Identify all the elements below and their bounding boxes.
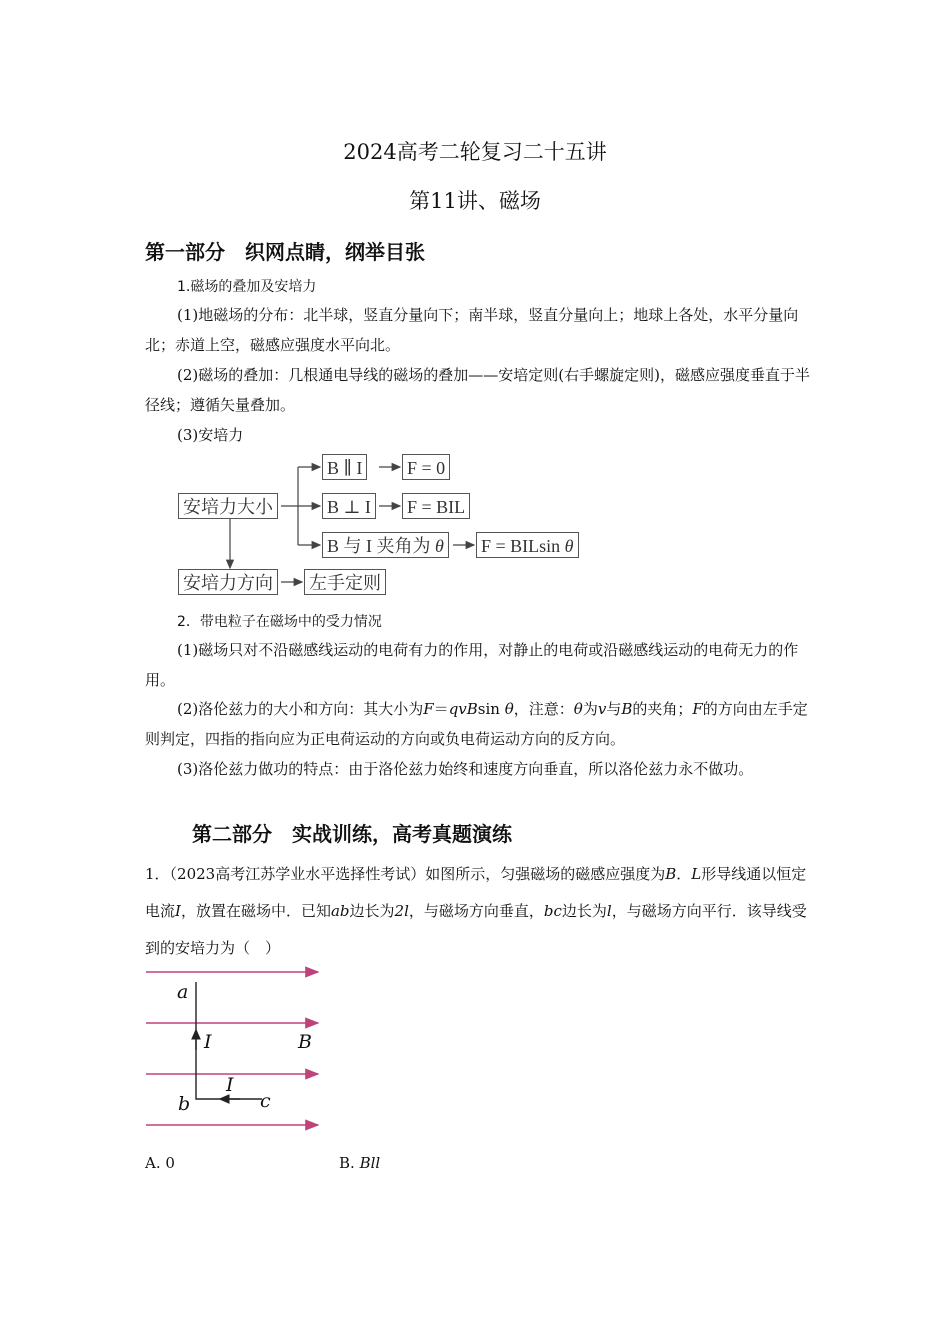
part2-heading: 第二部分 实战训练，高考真题演练: [192, 822, 512, 846]
label-a: a: [177, 981, 189, 1003]
paragraph-lorentz-work: (3)洛伦兹力做功的特点：由于洛伦兹力始终和速度方向垂直，所以洛伦兹力永不做功。: [177, 760, 754, 778]
section2-title: 2．带电粒子在磁场中的受力情况: [177, 614, 382, 630]
paragraph-ampere-force: (3)安培力: [177, 426, 244, 444]
box-result-bil: F = BIL: [402, 493, 470, 519]
section1-title: 1.磁场的叠加及安培力: [177, 279, 317, 295]
diagram-connectors: [0, 0, 950, 620]
box-parallel-condition: B ∥ I: [322, 454, 367, 480]
box-result-zero: F = 0: [402, 454, 450, 480]
label-current-bc: I: [226, 1074, 234, 1096]
paragraph-geomagnetic: (1)地磁场的分布：北半球，竖直分量向下；南半球，竖直分量向上；地球上各处，水平分量向北；赤道上空，磁感应强度水平向北。: [145, 306, 799, 354]
box-force-magnitude: 安培力大小: [178, 493, 278, 519]
paragraph-lorentz-magnitude: (2)洛伦兹力的大小和方向：其大小为F＝qvBsin θ，注意：θ为v与B的夹角；F的方向由左手定则判定，四指的指向应为正电荷运动的方向或负电荷运动方向的反方向。: [145, 700, 808, 748]
paragraph-superposition: (2)磁场的叠加：几根通电导线的磁场的叠加——安培定则(右手螺旋定则)，磁感应强度垂直于半径线；遵循矢量叠加。: [145, 366, 810, 414]
box-perpendicular-condition: B ⊥ I: [322, 493, 376, 519]
option-b: B. Bll: [339, 1154, 381, 1172]
label-c: c: [260, 1090, 271, 1112]
label-b: b: [178, 1093, 191, 1115]
box-result-bilsin: F = BILsin θ: [476, 532, 579, 558]
box-left-hand-rule: 左手定则: [304, 569, 386, 595]
series-title: 2024高考二轮复习二十五讲: [343, 140, 607, 164]
question-1-stem: 1．（2023高考江苏学业水平选择性考试）如图所示，匀强磁场的磁感应强度为B．L形导线通以恒定电流I，放置在磁场中．已知ab边长为2l，与磁场方向垂直，bc边长为l，与磁场方向平行．该导线受到的安培力为（ ）: [145, 865, 807, 957]
part1-heading: 第一部分 织网点睛，纲举目张: [145, 240, 425, 264]
label-current-ab: I: [204, 1031, 212, 1053]
label-field-b: B: [298, 1031, 312, 1053]
option-a: A. 0: [145, 1154, 175, 1172]
lecture-title: 第11讲、磁场: [409, 189, 541, 213]
box-force-direction: 安培力方向: [178, 569, 278, 595]
paragraph-force-condition: (1)磁场只对不沿磁感线运动的电荷有力的作用，对静止的电荷或沿磁感线运动的电荷无力的作用。: [145, 641, 799, 689]
box-angle-condition: B 与 I 夹角为 θ: [322, 532, 449, 558]
